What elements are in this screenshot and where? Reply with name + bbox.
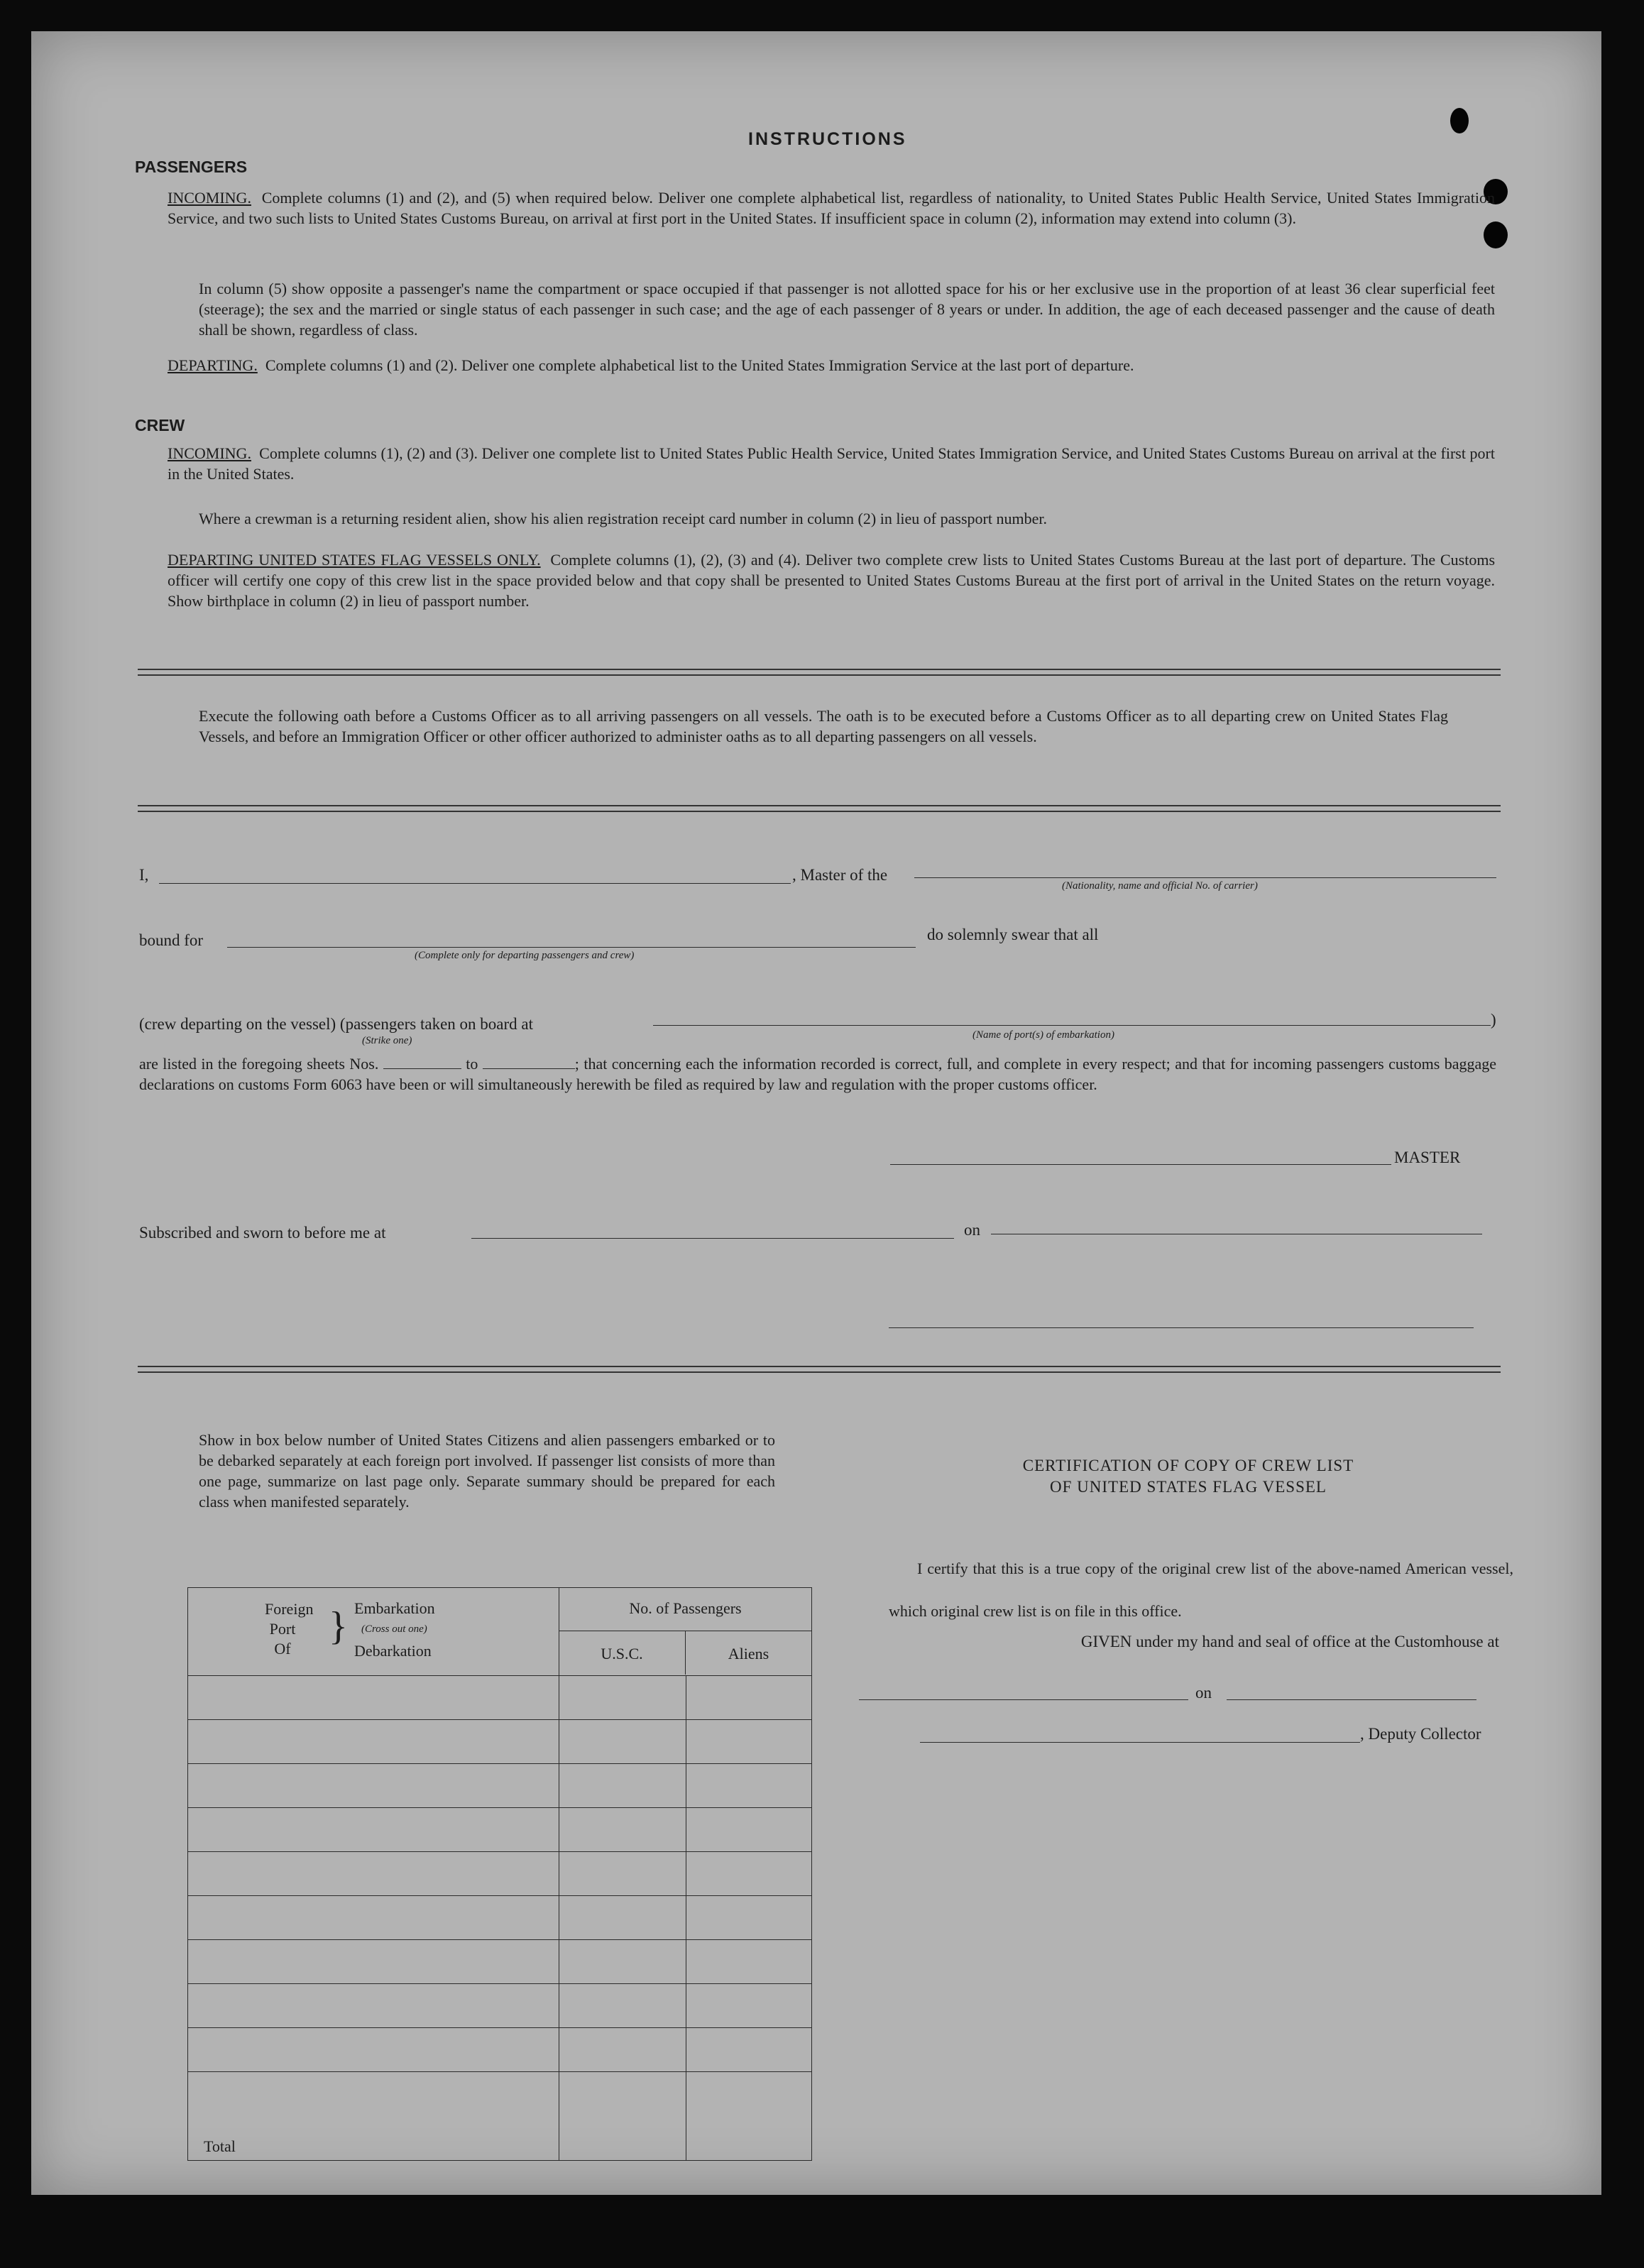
swear-text: do solemnly swear that all <box>927 926 1099 943</box>
brace: } <box>329 1604 348 1648</box>
certification-title-1: CERTIFICATION OF COPY OF CREW LIST <box>1022 1457 1354 1474</box>
carrier-caption: (Nationality, name and official No. of carrier) <box>1062 880 1258 892</box>
master-signature-line[interactable] <box>890 1164 1391 1165</box>
total-row <box>188 2072 812 2161</box>
table-row <box>188 1676 812 1720</box>
passengers-departing-label: DEPARTING. <box>168 356 258 374</box>
strike-one-caption: (Strike one) <box>362 1035 412 1046</box>
listed-text-b: ; that concerning each the information recorded is correct, full, and complete in every respect; <box>574 1055 1171 1073</box>
port-cell[interactable] <box>188 1808 559 1852</box>
port-cell[interactable] <box>188 2028 559 2072</box>
crew-incoming-label: INCOMING. <box>168 444 251 462</box>
usc-cell[interactable] <box>559 1720 686 1764</box>
port-header <box>188 1588 559 1676</box>
summary-instructions: Show in box below number of United States Citizens and alien passengers embarked or to be debarked separately at each foreign port involved. If passenger list consists of more than one page, summarize on last page only. Separate summary should be prepared for each class when manifested separately. <box>199 1431 775 1511</box>
usc-cell[interactable] <box>559 2028 686 2072</box>
listed-to: to <box>466 1055 478 1073</box>
port-cell[interactable] <box>188 1764 559 1808</box>
passengers-column5: In column (5) show opposite a passenger's name the compartment or space occupied if that passenger is not allotted space for his or her exclusive use in the proportion of at least 36 clear superficial feet (steerage); the sex and the married or single status of each passenger in such case; and the age of each passenger of 8 years or under. In addition, the age of each deceased passenger and the cause of death shall be shown, regardless of class. <box>199 280 1495 339</box>
customhouse-line[interactable] <box>859 1699 1188 1700</box>
passengers-departing <box>168 355 1495 376</box>
of-text: Of <box>274 1640 291 1658</box>
carrier-line[interactable] <box>914 877 1496 878</box>
foreign-port-of <box>265 1599 314 1659</box>
aliens-cell[interactable] <box>686 1940 812 1984</box>
aliens-cell[interactable] <box>686 1676 812 1720</box>
aliens-cell[interactable] <box>686 1984 812 2028</box>
passenger-count-header <box>559 1588 812 1676</box>
aliens-cell[interactable] <box>686 2028 812 2072</box>
certification-on-label: on <box>1195 1684 1212 1702</box>
foreign-text: Foreign <box>265 1600 314 1618</box>
punch-hole <box>1450 108 1469 133</box>
usc-cell[interactable] <box>559 1940 686 1984</box>
crew-heading: CREW <box>135 416 185 434</box>
listed-text-a: are listed in the foregoing sheets Nos. <box>139 1055 379 1073</box>
master-of-label: , Master of the <box>792 866 888 884</box>
listed-text-c: and that for incoming passengers customs baggage declarations on customs Form 6063 have been or will simultaneously herewith be filed as required by law and regulation with the proper customs officer. <box>139 1055 1497 1093</box>
port-cell[interactable] <box>188 1984 559 2028</box>
usc-cell[interactable] <box>559 1984 686 2028</box>
total-aliens-cell[interactable] <box>686 2072 812 2161</box>
aliens-cell[interactable] <box>686 1720 812 1764</box>
passengers-departing-text: Complete columns (1) and (2). Deliver one complete alphabetical list to the United States Immigration Service at the last port of departure. <box>265 356 1134 374</box>
crew-alien-note: Where a crewman is a returning resident alien, show his alien registration receipt card number in column (2) in lieu of passport number. <box>199 510 1047 527</box>
passengers-incoming-label: INCOMING. <box>168 189 251 207</box>
sheet-to-field[interactable] <box>483 1068 575 1069</box>
crew-departing <box>168 549 1495 611</box>
divider <box>138 1366 1501 1373</box>
no-of-passengers-label: No. of Passengers <box>629 1599 742 1617</box>
table-row <box>188 1764 812 1808</box>
port-cell[interactable] <box>188 1720 559 1764</box>
master-label: MASTER <box>1394 1149 1461 1166</box>
usc-cell[interactable] <box>559 1896 686 1940</box>
aliens-cell[interactable] <box>686 1764 812 1808</box>
table-row <box>188 2028 812 2072</box>
certification-title-2: OF UNITED STATES FLAG VESSEL <box>1050 1478 1327 1496</box>
crew-departing-text: (crew departing on the vessel) (passengers taken on board at <box>139 1015 533 1033</box>
table-row <box>188 1852 812 1896</box>
usc-cell[interactable] <box>559 1676 686 1720</box>
port-cell[interactable] <box>188 1896 559 1940</box>
bound-for-label: bound for <box>139 931 204 949</box>
cross-out-caption: (Cross out one) <box>361 1623 427 1635</box>
passengers-incoming-text: Complete columns (1) and (2), and (5) when required below. Deliver one complete alphabetical list, regardless of nationality, to United States Public Health Service, United States Immigration Service, and two such lists to United States Customs Bureau, on arrival at first port in the United States. If insufficient space in column (2), information may extend into column (3). <box>168 189 1496 227</box>
divider <box>138 805 1501 812</box>
embarkation-label: Embarkation <box>354 1599 435 1617</box>
total-usc-cell[interactable] <box>559 2072 686 2161</box>
total-label: Total <box>204 2137 236 2155</box>
close-paren: ) <box>1491 1011 1496 1029</box>
sworn-on-label: on <box>964 1221 980 1239</box>
usc-cell[interactable] <box>559 1852 686 1896</box>
usc-label: U.S.C. <box>601 1645 643 1662</box>
debarkation-label: Debarkation <box>354 1642 432 1660</box>
aliens-cell[interactable] <box>686 1852 812 1896</box>
certify-text: I certify that this is a true copy of the original crew list of the above-named American vessel, which original crew list is on file in this office. <box>889 1560 1513 1620</box>
aliens-cell[interactable] <box>686 1808 812 1852</box>
passengers-heading: PASSENGERS <box>135 158 248 176</box>
divider <box>138 669 1501 676</box>
table-row <box>188 1720 812 1764</box>
table-row <box>188 1808 812 1852</box>
bound-for-caption: (Complete only for departing passengers and crew) <box>415 950 635 961</box>
deputy-collector-label: , Deputy Collector <box>1360 1725 1481 1743</box>
table-row <box>188 1940 812 1984</box>
sheet-from-field[interactable] <box>383 1068 461 1069</box>
officer-signature-line[interactable] <box>889 1327 1474 1328</box>
passengers-incoming <box>168 187 1495 229</box>
subscribed-label: Subscribed and sworn to before me at <box>139 1224 386 1242</box>
given-text: GIVEN under my hand and seal of office at the Customhouse at <box>1080 1633 1499 1650</box>
certification-date-line[interactable] <box>1227 1699 1476 1700</box>
master-name-line[interactable] <box>159 883 791 884</box>
aliens-label: Aliens <box>728 1645 769 1662</box>
deputy-signature-line[interactable] <box>920 1742 1360 1743</box>
usc-cell[interactable] <box>559 1808 686 1852</box>
passenger-summary-table <box>187 1587 812 2161</box>
ports-line[interactable] <box>653 1025 1491 1026</box>
page-title: INSTRUCTIONS <box>748 129 907 149</box>
usc-cell[interactable] <box>559 1764 686 1808</box>
bound-for-line[interactable] <box>227 947 916 948</box>
crew-incoming-text: Complete columns (1), (2) and (3). Deliver one complete list to United States Public Health Service, United States Immigration Service, and United States Customs Bureau on arrival at the first port in the United States. <box>168 444 1495 483</box>
port-cell[interactable] <box>188 1940 559 1984</box>
oath-intro: Execute the following oath before a Customs Officer as to all arriving passengers on all vessels. The oath is to be executed before a Customs Officer as to all departing crew on United States Flag Vessels, and before an Immigration Officer or other officer authorized to administer oaths as to all departing passengers on all vessels. <box>199 707 1448 745</box>
port-text: Port <box>269 1620 296 1638</box>
crew-incoming <box>168 443 1495 484</box>
port-cell[interactable] <box>188 1852 559 1896</box>
aliens-cell[interactable] <box>686 1896 812 1940</box>
listed-sheets <box>139 1053 1496 1095</box>
crew-departing-text: Complete columns (1), (2), (3) and (4). Deliver two complete crew lists to United States Customs Bureau at the last port of departure. The Customs officer will certify one copy of this crew list in the space provided below and that copy shall be presented to United States Customs Bureau at the first port of arrival in the United States on the return voyage. Show birthplace in column (2) in lieu of passport number. <box>168 551 1496 610</box>
table-row <box>188 1984 812 2028</box>
port-cell[interactable] <box>188 1676 559 1720</box>
usc-header <box>559 1631 686 1675</box>
ports-caption: (Name of port(s) of embarkation) <box>972 1029 1114 1041</box>
sworn-at-line[interactable] <box>471 1238 954 1239</box>
table-row <box>188 1896 812 1940</box>
crew-departing-label: DEPARTING UNITED STATES FLAG VESSELS ONLY. <box>168 551 541 569</box>
total-label-cell <box>188 2072 559 2161</box>
oath-i-label: I, <box>139 866 149 884</box>
form-sheet <box>31 31 1601 2195</box>
